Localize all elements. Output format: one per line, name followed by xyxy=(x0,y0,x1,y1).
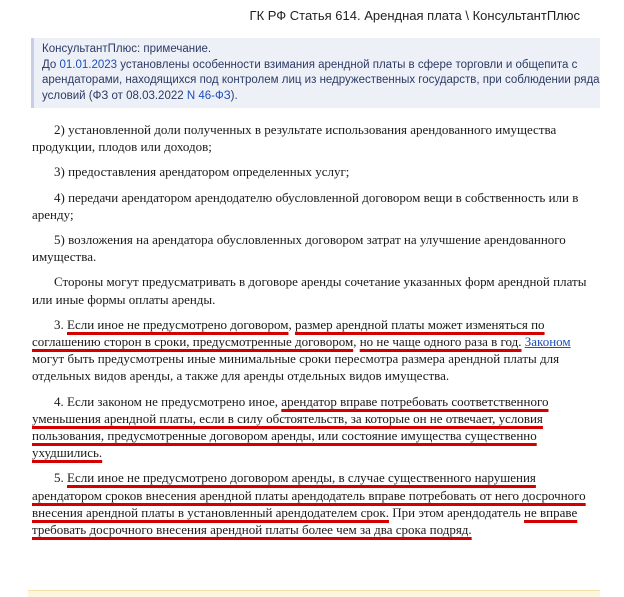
law-link-zakonom[interactable]: Законом xyxy=(524,334,571,350)
item4-highlight: арендатор вправе потребовать соответственного уменьшения арендной платы, если в силу обстоятельств, за которые он не отвечает, условия пользования, предусмотренные договором аренды, или состояние имущества существенно ухудшились. xyxy=(32,393,549,461)
note-text xyxy=(42,58,600,105)
item-3 xyxy=(32,316,602,385)
document-body xyxy=(32,121,602,546)
item4-a: 4. Если законом не предусмотрено иное, xyxy=(54,393,282,409)
item3-c: , xyxy=(288,316,295,332)
note-header: КонсультантПлюс: примечание. xyxy=(42,43,212,55)
item-4 xyxy=(32,393,602,462)
item5-c: При этом арендодатель xyxy=(388,504,525,520)
item3-highlight-3: но не чаще одного раза в год. xyxy=(359,334,522,350)
item5-a: 5. xyxy=(54,470,67,486)
item3-e: , xyxy=(353,334,360,350)
paragraph-4: 4) передачи арендатором арендодателю обусловленной договором вещи в собственность или в аренду; xyxy=(32,189,579,222)
window-title: ГК РФ Статья 614. Арендная плата \ КонсультантПлюс xyxy=(249,8,580,23)
note-prefix: До xyxy=(42,58,60,71)
note-end: ). xyxy=(230,89,238,102)
note-main: установлены особенности взимания арендной платы в сфере торговли и общепита с арендаторами, находящихся под контролем лиц из недружественных государств, при соблюдении ряда условий (ФЗ от 08.03.2022 xyxy=(42,58,600,102)
paragraph-2: 2) установленной доли полученных в результате использования арендованного имущества продукции, плодов или доходов; xyxy=(32,122,557,155)
date-link[interactable]: 01.01.2023 xyxy=(59,58,118,71)
item-5 xyxy=(32,469,602,538)
law-link-46fz[interactable]: N 46-ФЗ xyxy=(186,89,231,102)
consultant-note xyxy=(31,38,600,108)
item3-highlight-1: Если иное не предусмотрено договором xyxy=(67,316,289,332)
paragraph-3: 3) предоставления арендатором определенных услуг; xyxy=(54,164,350,180)
item3-highlight-2: размер арендной платы может изменяться по соглашению сторон в сроки, предусмотренные договором xyxy=(32,316,545,350)
item5-highlight-2: не вправе требовать досрочного внесения арендной платы более чем за два срока подряд. xyxy=(32,504,578,538)
paragraph-forms: Стороны могут предусматривать в договоре аренды сочетание указанных форм арендной платы или иные формы оплаты аренды. xyxy=(32,274,587,307)
item3-h: могут быть предусмотрены иные минимальные сроки пересмотра размера арендной платы для отдельных видов аренды, а также для аренды отдельных видов имущества. xyxy=(32,351,560,384)
item3-a: 3. xyxy=(54,316,67,332)
paragraph-5: 5) возложения на арендатора обусловленных договором затрат на улучшение арендованного имущества. xyxy=(32,232,566,265)
item5-highlight-1: Если иное не предусмотрено договором аренды, в случае существенного нарушения арендатором сроков внесения арендной платы арендодатель вправе потребовать от него досрочного внесения арендной платы в установленный арендодателем срок. xyxy=(32,470,586,520)
